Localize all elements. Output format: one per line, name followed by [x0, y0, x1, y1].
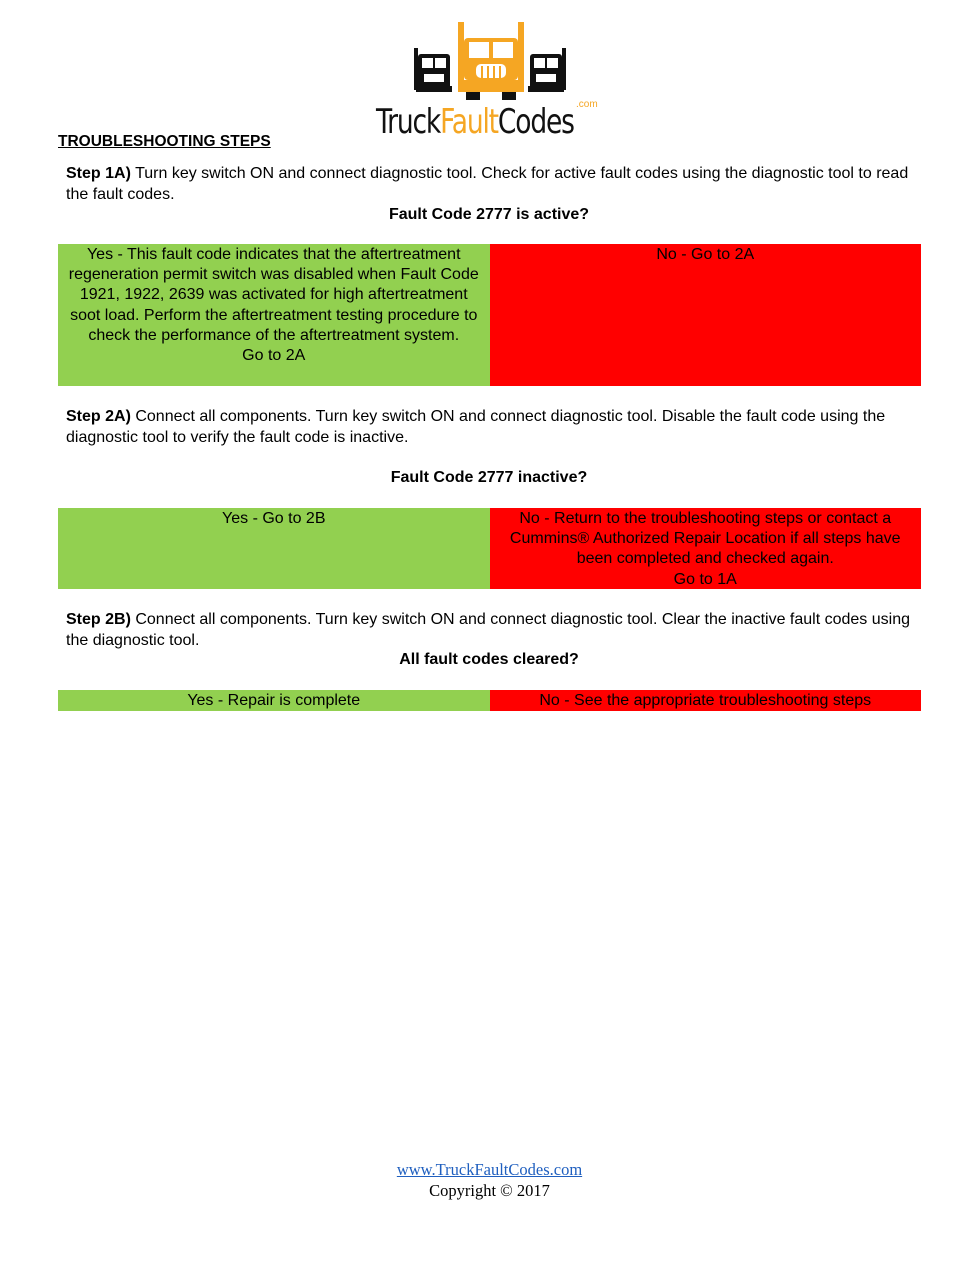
- logo-wordmark: [376, 102, 574, 142]
- step-2b-text: [66, 610, 916, 651]
- step-1a-answer-row: [58, 244, 921, 386]
- no-answer-text: No - Return to the troubleshooting steps or contact a Cummins® Authorized Repair Location if all steps have been completed and checked again.: [509, 510, 901, 568]
- page-title: TROUBLESHOOTING STEPS: [58, 133, 271, 150]
- logo-text-fault: Fault: [440, 102, 498, 142]
- step-description: Turn key switch ON and connect diagnostic tool. Check for active fault codes using the diagnostic tool to read the fault codes.: [66, 165, 909, 203]
- step-2a-question: Fault Code 2777 inactive?: [390, 469, 588, 486]
- step-1a-text: [66, 164, 916, 205]
- logo-text-truck: Truck: [376, 102, 441, 142]
- step-label: Step 2A): [66, 408, 131, 425]
- no-cell: [490, 690, 922, 711]
- no-answer-text: No - Go to 2A: [656, 246, 755, 263]
- no-next-step: Go to 1A: [673, 570, 737, 588]
- yes-cell: [58, 244, 490, 386]
- website-link[interactable]: www.TruckFaultCodes.com: [396, 1160, 583, 1179]
- step-2b-question: All fault codes cleared?: [399, 651, 579, 668]
- step-2b-answer-row: [58, 690, 921, 711]
- copyright: Copyright © 2017: [429, 1180, 550, 1200]
- footer: [0, 1160, 979, 1201]
- no-answer-text: No - See the appropriate troubleshooting steps: [539, 692, 872, 709]
- yes-cell: [58, 508, 490, 589]
- no-cell: [490, 244, 922, 386]
- step-label: Step 1A): [66, 165, 131, 182]
- step-description: Connect all components. Turn key switch ON and connect diagnostic tool. Clear the inactive fault codes using the diagnostic tool.: [66, 611, 910, 649]
- logo-text-codes: Codes: [497, 102, 574, 142]
- step-1a-question: Fault Code 2777 is active?: [388, 206, 590, 223]
- step-2a-answer-row: [58, 508, 921, 589]
- step-2a-text: [66, 407, 916, 448]
- logo: [376, 20, 606, 142]
- yes-answer-text: Yes - Repair is complete: [187, 692, 361, 709]
- step-description: Connect all components. Turn key switch ON and connect diagnostic tool. Disable the fault code using the diagnostic tool to verify the fault code is inactive.: [66, 408, 886, 446]
- step-label: Step 2B): [66, 611, 131, 628]
- truck-icon: [376, 20, 606, 102]
- no-cell: [490, 508, 922, 589]
- yes-answer-text: Yes - This fault code indicates that the aftertreatment regeneration permit switch was disabled when Fault Code 1921, 1922, 2639 was activated for high aftertreatment soot load. Perform the aftertreatment testing procedure to check the performance of the aftertreatment system.: [68, 246, 479, 344]
- yes-answer-text: Yes - Go to 2B: [222, 510, 326, 527]
- yes-next-step: Go to 2A: [242, 347, 306, 365]
- yes-cell: [58, 690, 490, 711]
- logo-suffix: .com: [576, 99, 598, 110]
